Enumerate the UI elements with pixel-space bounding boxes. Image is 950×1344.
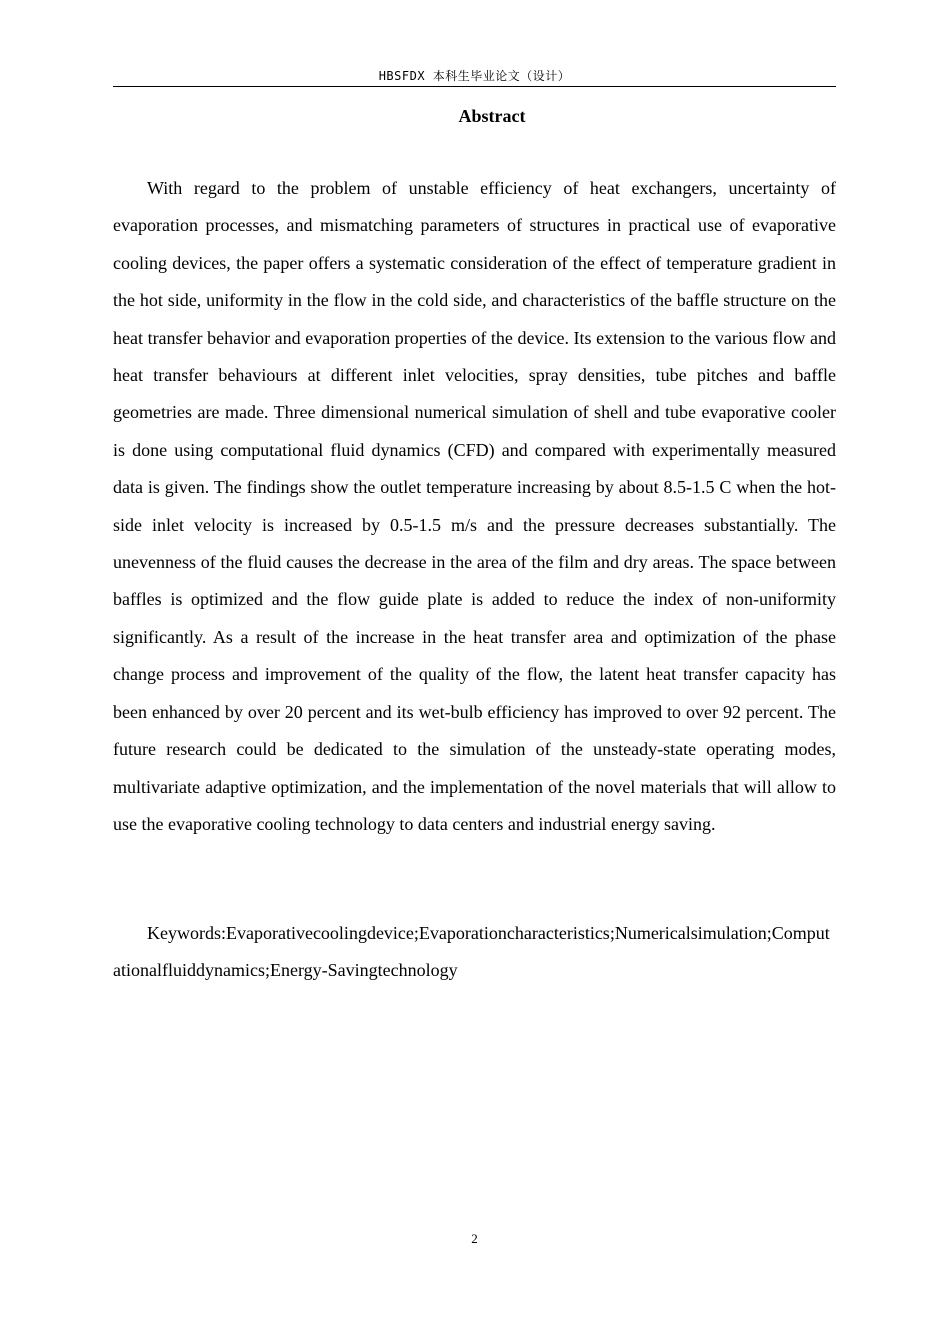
header-rule [113, 86, 836, 87]
page-header: HBSFDX 本科生毕业论文（设计） [378, 69, 571, 83]
keywords: Keywords:Evaporativecoolingdevice;Evaporationcharacteristics;Numericalsimulation;Computationalfluiddynamics;Energy-Savingtechnology [113, 923, 830, 981]
abstract-body: With regard to the problem of unstable efficiency of heat exchangers, uncertainty of evaporation processes, and mismatching parameters of structures in practical use of evaporative cooling devices, the paper offers a systematic consideration of the effect of temperature gradient in the hot side, uniformity in the flow in the cold side, and characteristics of the baffle structure on the heat transfer behavior and evaporation properties of the device. Its extension to the various flow and heat transfer behaviours at different inlet velocities, spray densities, tube pitches and baffle geometries are made. Three dimensional numerical simulation of shell and tube evaporative cooler is done using computational fluid dynamics (CFD) and compared with experimentally measured data is given. The findings show the outlet temperature increasing by about 8.5-1.5 C when the hot-side inlet velocity is increased by 0.5-1.5 m/s and the pressure decreases substantially. The unevenness of the fluid causes the decrease in the area of the film and dry areas. The space between baffles is optimized and the flow guide plate is added to reduce the index of non-uniformity significantly. As a result of the increase in the heat transfer area and optimization of the phase change process and improvement of the quality of the flow, the latent heat transfer capacity has been enhanced by over 20 percent and its wet-bulb efficiency has improved to over 92 percent. The future research could be dedicated to the simulation of the unsteady-state operating modes, multivariate adaptive optimization, and the implementation of the novel materials that will allow to use the evaporative cooling technology to data centers and industrial energy saving. [113, 178, 836, 834]
page-number: 2 [471, 1231, 478, 1246]
abstract-title: Abstract [458, 106, 526, 126]
